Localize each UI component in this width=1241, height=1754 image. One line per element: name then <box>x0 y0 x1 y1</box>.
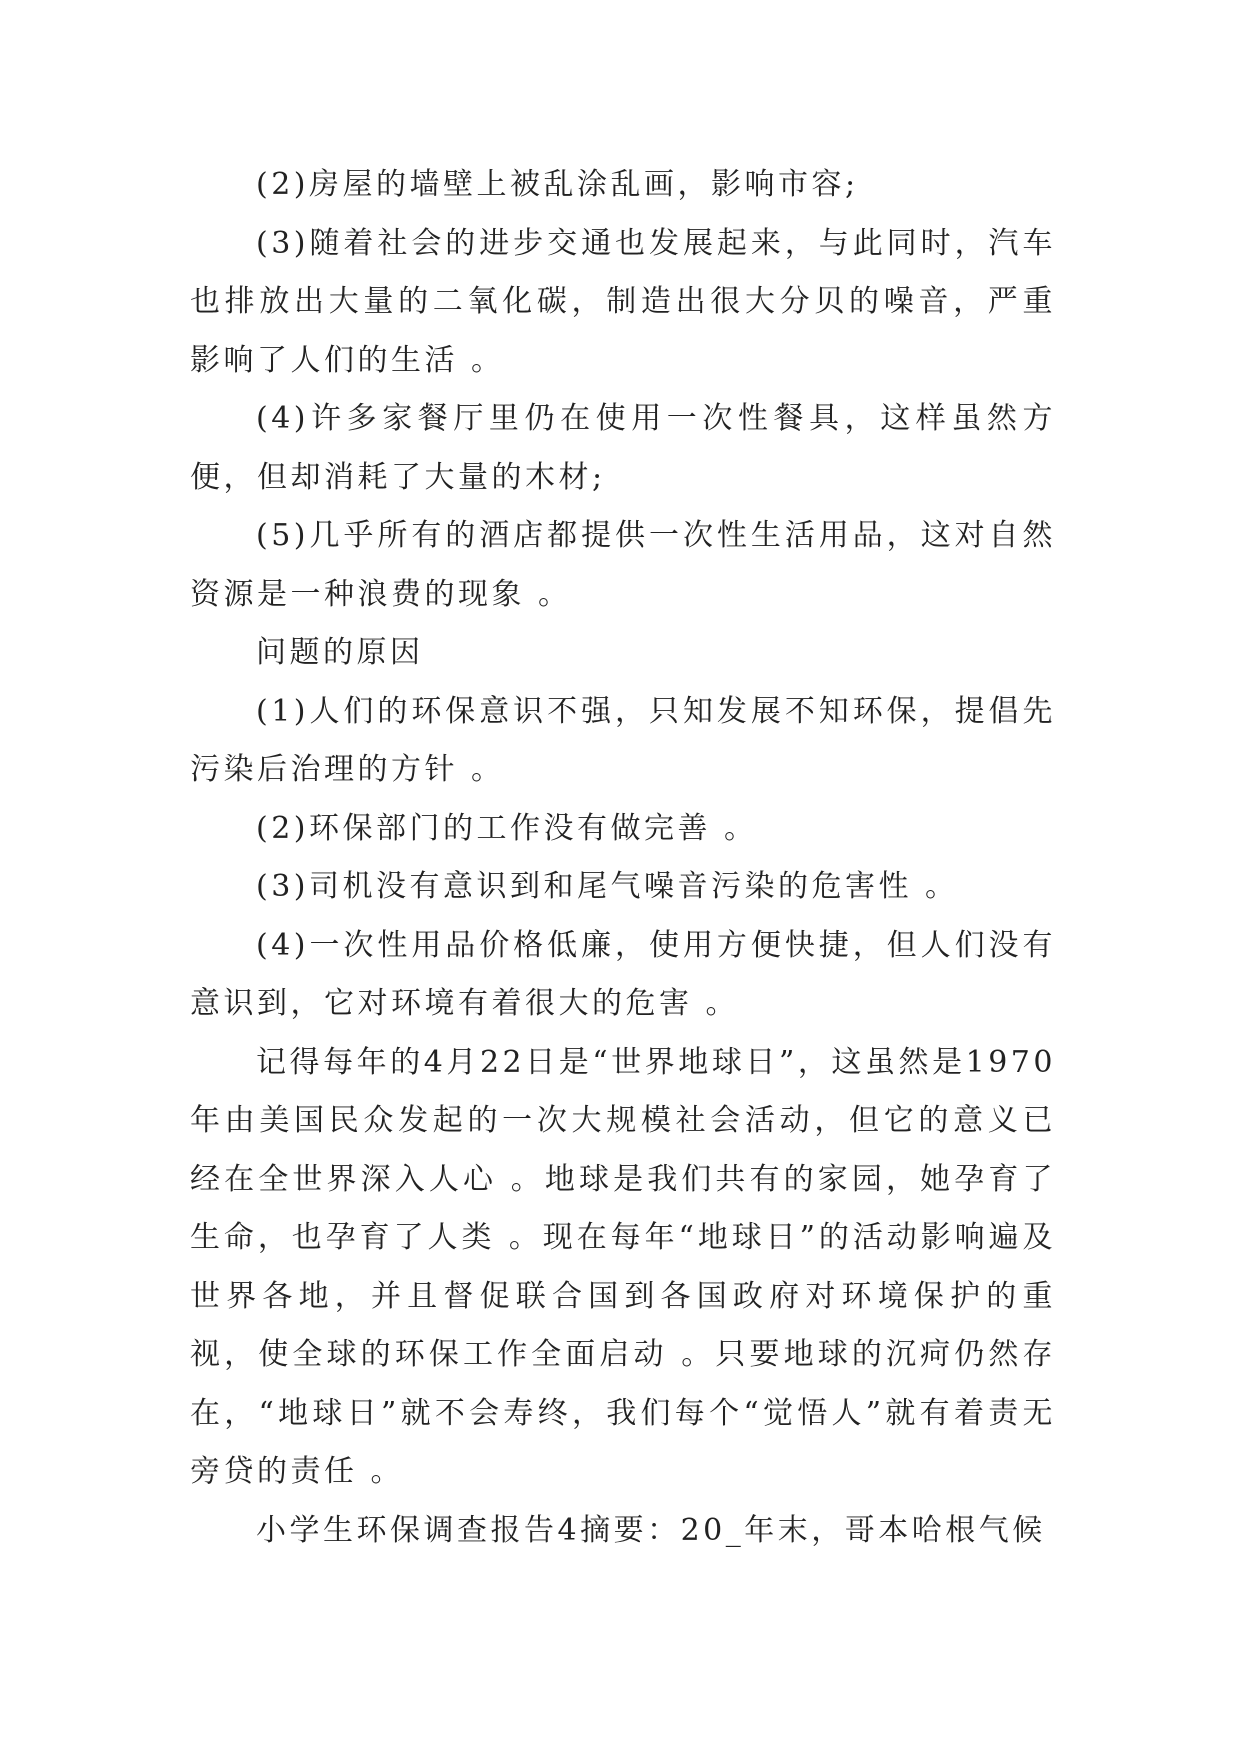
paragraph-earth-day: 记得每年的4月22日是“世界地球日”，这虽然是1970年由美国民众发起的一次大规模社会活动，但它的意义已经在全世界深入人心 。地球是我们共有的家园，她孕育了生命，也孕育了人类 。现在每年“地球日”的活动影响遍及世界各地，并且督促联合国到各国政府对环境保护的重视，使全球的环保工作全面启动 。只要地球的沉疴仍然存在，“地球日”就不会寿终，我们每个“觉悟人”就有着责无旁贷的责任 。 <box>190 1044 1056 1489</box>
paragraph-item-4-tableware: (4)许多家餐厅里仍在使用一次性餐具，这样虽然方便，但却消耗了大量的木材; <box>190 401 1056 495</box>
paragraph-report-4-abstract: 小学生环保调查报告4摘要：20_年末，哥本哈根气候 <box>256 1512 1046 1548</box>
document-page <box>190 156 1056 1560</box>
paragraph-cause-2: (2)环保部门的工作没有做完善 。 <box>256 810 758 846</box>
paragraph-cause-1: (1)人们的环保意识不强，只知发展不知环保，提倡先污染后治理的方针 。 <box>190 693 1056 787</box>
paragraph-cause-3: (3)司机没有意识到和尾气噪音污染的危害性 。 <box>256 869 959 904</box>
paragraph-item-5-hotels: (5)几乎所有的酒店都提供一次性生活用品，这对自然资源是一种浪费的现象 。 <box>190 518 1056 612</box>
paragraph-item-3-traffic: (3)随着社会的进步交通也发展起来，与此同时，汽车也排放出大量的二氧化碳，制造出很大分贝的噪音，严重影响了人们的生活 。 <box>190 225 1056 378</box>
paragraph-cause-4: (4)一次性用品价格低廉，使用方便快捷，但人们没有意识到，它对环境有着很大的危害 。 <box>190 927 1056 1021</box>
section-heading-causes: 问题的原因 <box>256 635 424 670</box>
paragraph-item-2-walls: (2)房屋的墙壁上被乱涂乱画，影响市容; <box>256 167 859 202</box>
